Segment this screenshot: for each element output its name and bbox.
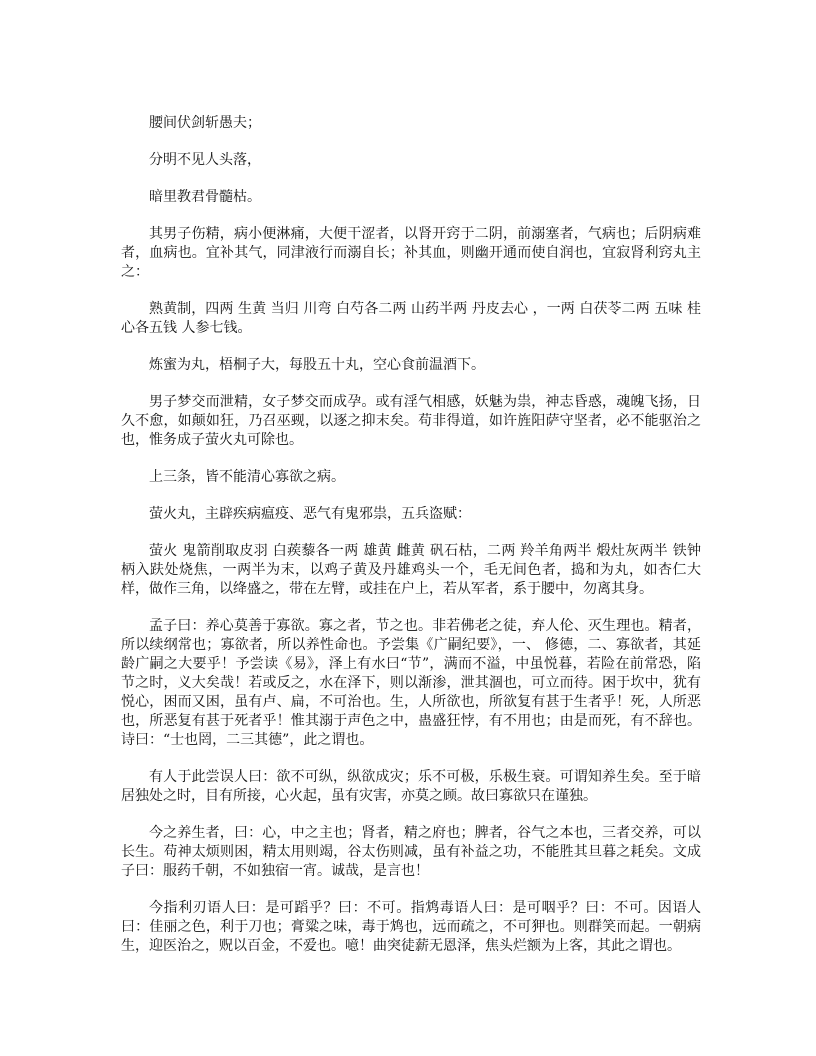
paragraph-nourish-life: 今之养生者，曰：心，中之主也；肾者，精之府也；脾者，谷气之本也，三者交养，可以长生。苟神太烦则困，精太用则竭，谷太伤则减，虽有补益之功，不能胜其旦暮之耗矣。文成子曰：服药千朝，不如独宿一宵。诚哉，是言也！: [121, 825, 701, 879]
paragraph-prescription: 熟黄制，四两 生黄 当归 川弯 白芍各二两 山药半两 丹皮去心 ，一两 白茯苓二两 五味 桂心各五钱 人参七钱。: [121, 301, 701, 336]
paragraph-dream: 男子梦交而泄精，女子梦交而成孕。或有淫气相感，妖魅为祟，神志昏惑，魂魄飞扬，日久不愈，如颠如狂，乃召巫觋，以逐之抑末矣。苟非得道，如许旌阳萨守坚者，必不能驱治之也，惟务成子萤火丸可除也。: [121, 394, 701, 448]
paragraph-firefly-pill: 萤火丸，主辟疾病瘟疫、恶气有鬼邪祟，五兵盗赋：: [149, 506, 471, 522]
paragraph-summary: 上三条，皆不能清心寡欲之病。: [149, 469, 345, 485]
paragraph-firefly-recipe: 萤火 鬼箭削取皮羽 白蒺藜各一两 雄黄 雌黄 矾石枯，二两 羚羊角两半 煅灶灰两半 铁钟柄入趺处烧焦，一两半为末，以鸡子黄及丹雄鸡头一个，毛无间色者，捣和为丸，如杏仁大样，做作三角，以绛盛之，带在左臂，或挂在户上，若从军者，系于腰中，勿离其身。: [121, 543, 701, 597]
document-page: [121, 114, 701, 974]
verse-line-1: 腰间伏剑斩愚夫；: [149, 115, 261, 131]
paragraph-male-injury: 其男子伤精，病小便淋痛，大便干涩者，以肾开窍于二阴，前溺塞者，气病也；后阴病难者，血病也。宜补其气，同津液行而溺自长；补其血，则幽开通而使自润也，宜寂肾利窍丸主之：: [121, 226, 701, 280]
paragraph-mencius: 孟子曰：养心莫善于寡欲。寡之者，节之也。非若佛老之徒，弃人伦、灭生理也。精者，所以续纲常也；寡欲者，所以养性命也。予尝集《广嗣纪要》，一、 修德，二、寡欲者，其延龄广嗣之大要乎！予尝读《易》，泽上有水曰“节”，满而不溢，中虽悦暮，若险在前常恐，陷节之时，义大矣哉！若或反之，水在泽下，则以渐渗，泄其涸也，可立而待。困于坎中，犹有悦心，困而又困，虽有卢、扁，不可治也。生，人所欲也，所欲复有甚于生者乎！死，人所恶也，所恶复有甚于死者乎！惟其溺于声色之中，蛊盛狂悖，有不用也；由是而死，有不辞也。诗曰：“士也罔，二三其德”，此之谓也。: [121, 618, 701, 748]
paragraph-desire: 有人于此尝误人曰：欲不可纵，纵欲成灾；乐不可极，乐极生衰。可谓知养生矣。至于暗居独处之时，目有所接，心火起，虽有灾害，亦莫之顾。故曰寡欲只在谨独。: [121, 769, 701, 804]
verse-line-3: 暗里教君骨髓枯。: [149, 189, 261, 205]
paragraph-blade-poison: 今指利刃语人曰：是可蹈乎？曰：不可。指鸩毒语人曰：是可咽乎？曰：不可。因语人曰：佳丽之色，利于刀也；膏粱之味，毒于鸩也，远而疏之，不可狎也。则群笑而起。一朝病生，迎医治之，贶以百金，不爱也。噫！曲突徒薪无恩泽，焦头烂额为上客，其此之谓也。: [121, 900, 701, 954]
verse-line-2: 分明不见人头落，: [149, 152, 261, 168]
paragraph-dosage: 炼蜜为丸，梧桐子大，每股五十丸，空心食前温酒下。: [149, 357, 485, 373]
